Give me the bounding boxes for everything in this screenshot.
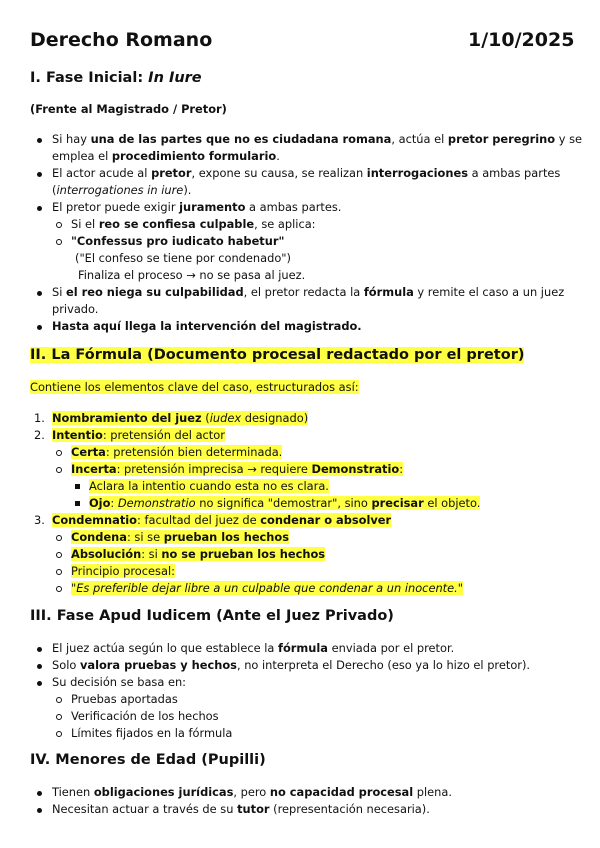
section-3-heading: III. Fase Apud Iudicem (Ante el Juez Privado) xyxy=(30,608,394,624)
section-2-intro: Contiene los elementos clave del caso, estructurados así: xyxy=(30,380,359,394)
list-item: Pruebas aportadas xyxy=(71,692,178,706)
list-item: "Es preferible dejar libre a un culpable que condenar a un inocente." xyxy=(71,581,464,595)
list-item: Tienen obligaciones jurídicas, pero no capacidad procesal plena. xyxy=(52,785,452,799)
list-item: El pretor puede exigir juramento a ambas partes. xyxy=(52,200,342,214)
list-item: Condemnatio: facultad del juez de condenar o absolver xyxy=(52,513,392,527)
section-1-heading: I. Fase Inicial: In Iure xyxy=(30,70,202,86)
list-item: Hasta aquí llega la intervención del magistrado. xyxy=(52,319,362,333)
list-item: Incerta: pretensión imprecisa → requiere Demonstratio: xyxy=(71,462,404,476)
list-item: Si hay una de las partes que no es ciudadana romana, actúa el pretor peregrino y se xyxy=(52,132,583,146)
list-item: Aclara la intentio cuando esta no es clara. xyxy=(89,479,329,493)
list-item: Principio procesal: xyxy=(71,564,175,578)
list-item: El juez actúa según lo que establece la fórmula enviada por el pretor. xyxy=(52,641,455,655)
section-1-subtitle: (Frente al Magistrado / Pretor) xyxy=(30,102,227,116)
list-item: Si el reo se confiesa culpable, se aplica: xyxy=(71,217,316,231)
list-item: Su decisión se basa en: xyxy=(52,675,187,689)
document-date: 1/10/2025 xyxy=(468,29,575,51)
list-item: "Confessus pro iudicato habetur" xyxy=(71,234,285,248)
section-4-heading: IV. Menores de Edad (Pupilli) xyxy=(30,752,266,768)
list-item: Solo valora pruebas y hechos, no interpreta el Derecho (eso ya lo hizo el pretor). xyxy=(52,658,531,672)
list-item: Si el reo niega su culpabilidad, el pretor redacta la fórmula y remite el caso a un juez xyxy=(52,285,565,299)
document-page: Derecho Romano 1/10/2025 I. Fase Inicial: In Iure (Frente al Magistrado / Pretor) Si hay una de las partes que no es ciudadana romana, actúa el pretor peregrino y se emplea el procedimiento formulario. El actor acude al pretor, expone su causa, se realizan interrogaciones a ambas partes (interrogationes in iure). El pretor puede exigir juramento a ambas partes. Si el reo se confiesa culpable, se aplica: "Confessus pro iudicato habetur" ("El confeso se tiene por condenado") Finaliza el proceso → no se pasa al juez. Si el reo niega su culpabilidad, el pretor redacta la fórmula y remite el caso a un juez privado. Hasta aquí llega la intervención del magistrado. II. La Fórmula (Documento procesal redactado por el pretor) Contiene los elementos clave del caso, estructurados así: 1. Nombramiento del juez (iudex designado) 2. Intentio: pretensión del actor Certa: pretensión bien determinada. Incerta: pretensión imprecisa → requiere Demonstratio: Aclara la intentio cuando esta no es clara. Ojo: Demonstratio no significa "demostrar", sino precisar el objeto. 3. Condemnatio: facultad del juez de condenar o absolver Condena: si se prueban los hechos Absolución: si no se prueban los hechos Principio procesal: "Es preferible dejar libre a un culpable que condenar a un inocente." III. Fase Apud Iudicem (Ante el Juez Privado) El juez actúa según lo que establece la fórmula enviada por el pretor. Solo valora pruebas y hechos, no interpreta el Derecho (eso ya lo hizo el pretor). Su decisión se basa en: Pruebas aportadas Verificación de los hechos Límites fijados en la fórmula IV. Menores de Edad (Pupilli) Tienen obligaciones jurídicas, pero no capacidad procesal plena. Necesitan actuar a través de su tutor (representación necesaria). xyxy=(30,29,583,816)
list-item: El actor acude al pretor, expone su causa, se realizan interrogaciones a ambas partes xyxy=(52,166,561,180)
list-item: Intentio: pretensión del actor xyxy=(52,428,225,442)
document-title: Derecho Romano xyxy=(30,29,213,51)
list-item: Certa: pretensión bien determinada. xyxy=(71,445,283,459)
list-item: Nombramiento del juez (iudex designado) xyxy=(52,411,309,425)
list-item: Absolución: si no se prueban los hechos xyxy=(71,547,326,561)
section-2-heading: II. La Fórmula (Documento procesal redactado por el pretor) xyxy=(30,347,525,363)
list-item: Verificación de los hechos xyxy=(71,709,219,723)
list-item: Ojo: Demonstratio no significa "demostrar", sino precisar el objeto. xyxy=(89,496,481,510)
list-item: Condena: si se prueban los hechos xyxy=(71,530,290,544)
list-item: Límites fijados en la fórmula xyxy=(71,726,233,740)
list-item: Necesitan actuar a través de su tutor (representación necesaria). xyxy=(52,802,430,816)
